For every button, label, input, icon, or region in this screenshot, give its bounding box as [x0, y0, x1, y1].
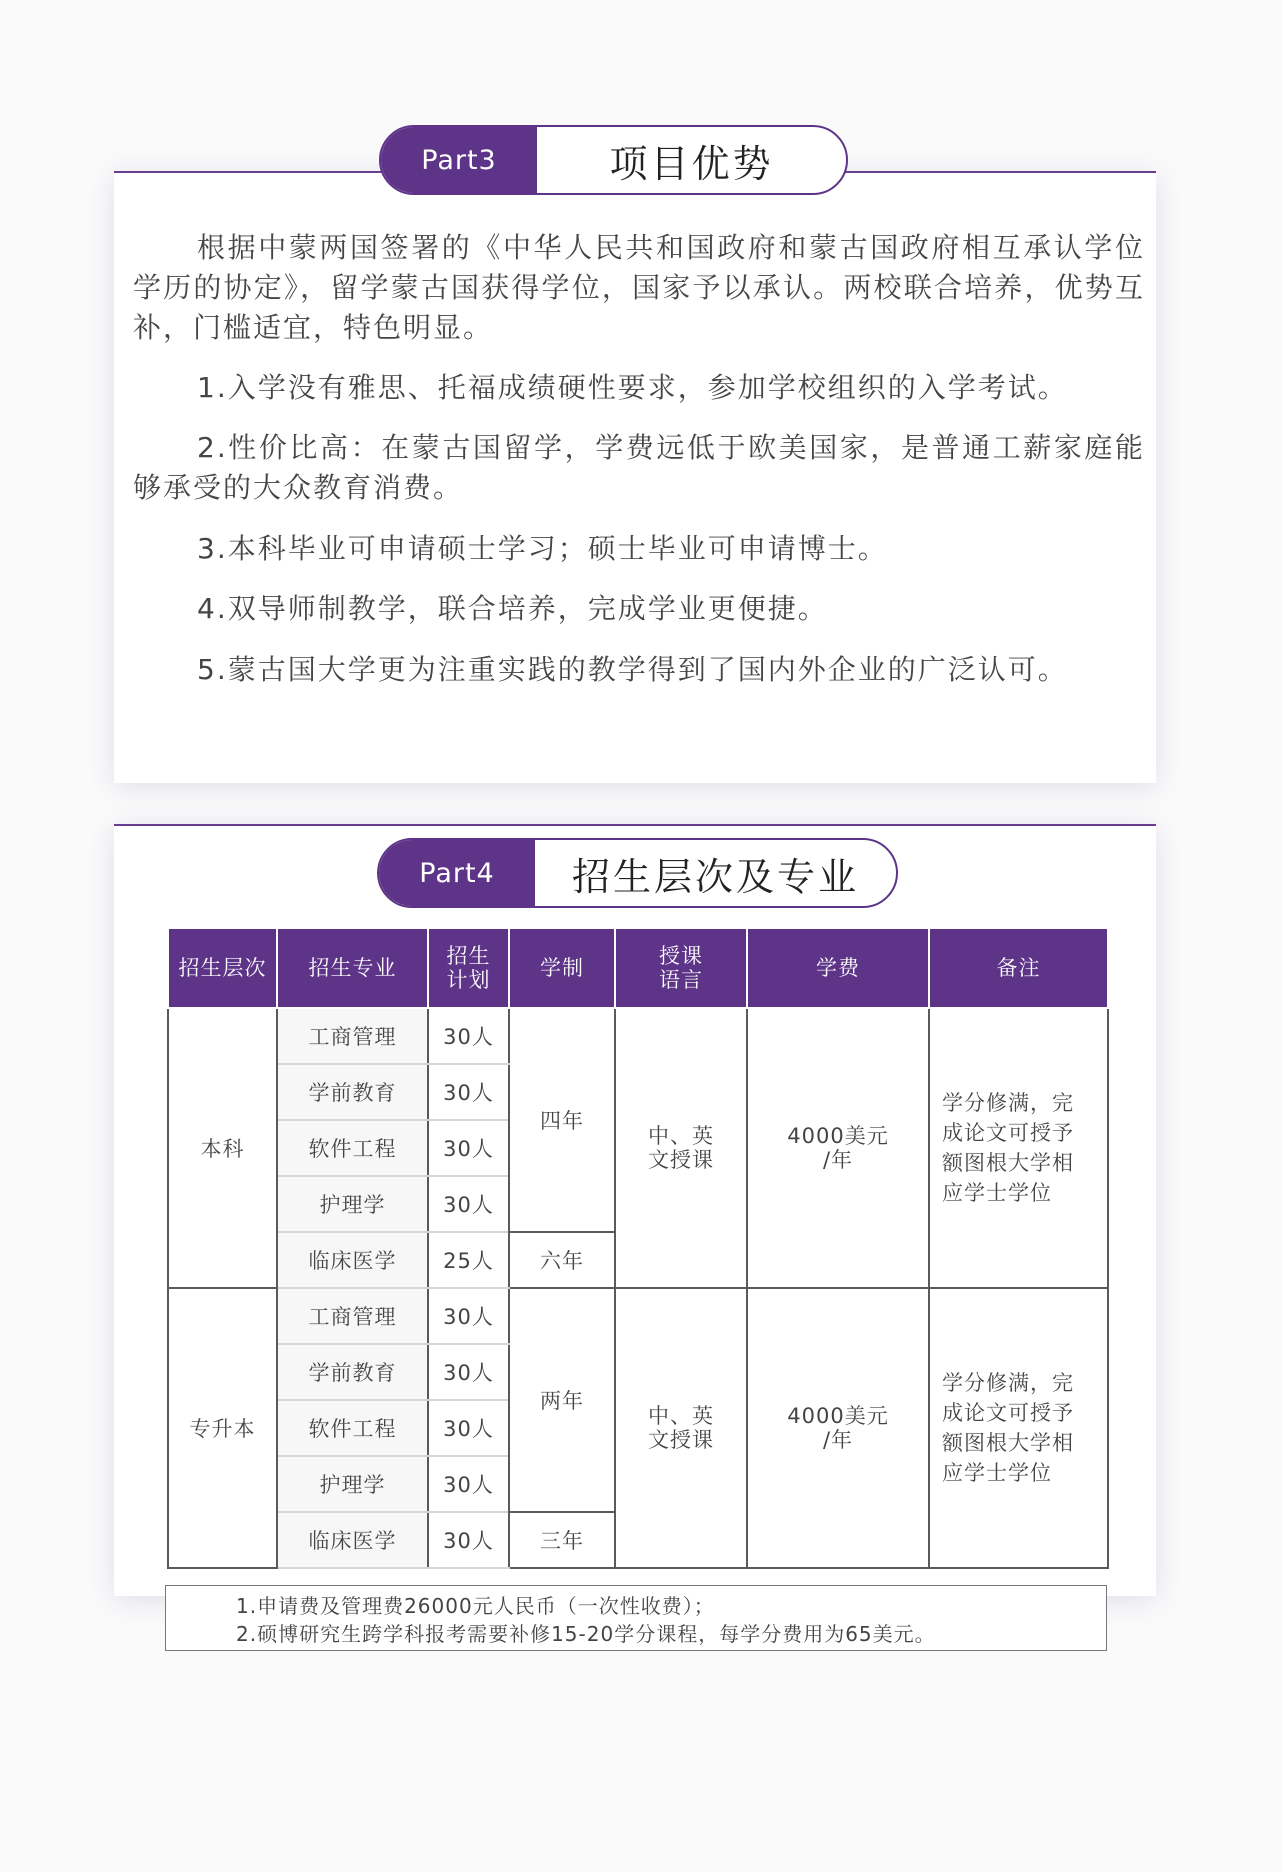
- plan-cell: 30人: [428, 1120, 509, 1176]
- plan-cell: 30人: [428, 1456, 509, 1512]
- duration-cell: 六年: [509, 1232, 615, 1288]
- advantage-point: 2.性价比高：在蒙古国留学，学费远低于欧美国家，是普通工薪家庭能够承受的大众教育消费。: [133, 431, 1145, 504]
- header-major: 招生专业: [277, 928, 428, 1008]
- major-cell: 学前教育: [277, 1064, 428, 1120]
- header-fee: 学费: [747, 928, 929, 1008]
- major-cell: 工商管理: [277, 1288, 428, 1344]
- advantage-point: 3.本科毕业可申请硕士学习；硕士毕业可申请博士。: [197, 532, 888, 565]
- level-cell: 本科: [168, 1008, 277, 1288]
- plan-cell: 30人: [428, 1008, 509, 1064]
- plan-cell: 30人: [428, 1400, 509, 1456]
- plan-cell: 30人: [428, 1344, 509, 1400]
- intro-paragraph: 根据中蒙两国签署的《中华人民共和国政府和蒙古国政府相互承认学位学历的协定》，留学蒙古国获得学位，国家予以承认。两校联合培养，优势互补，门槛适宜，特色明显。: [133, 231, 1145, 344]
- major-cell: 临床医学: [277, 1512, 428, 1568]
- duration-cell: 三年: [509, 1512, 615, 1568]
- level-cell: 专升本: [168, 1288, 277, 1568]
- major-cell: 护理学: [277, 1456, 428, 1512]
- plan-cell: 25人: [428, 1232, 509, 1288]
- part3-tag: Part3: [381, 127, 537, 193]
- table-row: [168, 1288, 1108, 1344]
- major-cell: 软件工程: [277, 1400, 428, 1456]
- part3-header: [379, 125, 848, 195]
- header-plan: 招生 计划: [428, 928, 509, 1008]
- language-cell: 中、英 文授课: [615, 1008, 747, 1288]
- part3-title: 项目优势: [609, 141, 774, 186]
- major-cell: 护理学: [277, 1176, 428, 1232]
- duration-cell: 四年: [509, 1008, 615, 1232]
- plan-cell: 30人: [428, 1512, 509, 1568]
- header-note: 备注: [929, 928, 1108, 1008]
- header-language: 授课 语言: [615, 928, 747, 1008]
- footnotes-box: [165, 1585, 1107, 1651]
- major-cell: 软件工程: [277, 1120, 428, 1176]
- header-duration: 学制: [509, 928, 615, 1008]
- advantage-point: 1.入学没有雅思、托福成绩硬性要求，参加学校组织的入学考试。: [197, 371, 1068, 404]
- language-cell: 中、英 文授课: [615, 1288, 747, 1568]
- programs-table: [167, 927, 1109, 1569]
- part4-tag: Part4: [379, 840, 535, 906]
- plan-cell: 30人: [428, 1288, 509, 1344]
- note-cell: 学分修满，完成论文可授予额图根大学相应学士学位: [929, 1008, 1108, 1288]
- advantage-point: 4.双导师制教学，联合培养，完成学业更便捷。: [197, 592, 828, 625]
- advantage-point: 5.蒙古国大学更为注重实践的教学得到了国内外企业的广泛认可。: [197, 653, 1068, 686]
- fee-cell: 4000美元 /年: [747, 1288, 929, 1568]
- plan-cell: 30人: [428, 1176, 509, 1232]
- major-cell: 学前教育: [277, 1344, 428, 1400]
- major-cell: 临床医学: [277, 1232, 428, 1288]
- duration-cell: 两年: [509, 1288, 615, 1512]
- table-row: [168, 1008, 1108, 1064]
- header-level: 招生层次: [168, 928, 277, 1008]
- fee-cell: 4000美元 /年: [747, 1008, 929, 1288]
- footnote: 2.硕博研究生跨学科报考需要补修15-20学分课程，每学分费用为65美元。: [236, 1622, 936, 1646]
- major-cell: 工商管理: [277, 1008, 428, 1064]
- part4-title: 招生层次及专业: [571, 854, 859, 899]
- plan-cell: 30人: [428, 1064, 509, 1120]
- note-cell: 学分修满，完成论文可授予额图根大学相应学士学位: [929, 1288, 1108, 1568]
- part4-header: [377, 838, 898, 908]
- table-header-row: [168, 928, 1108, 1008]
- footnote: 1.申请费及管理费26000元人民币（一次性收费）；: [236, 1594, 715, 1618]
